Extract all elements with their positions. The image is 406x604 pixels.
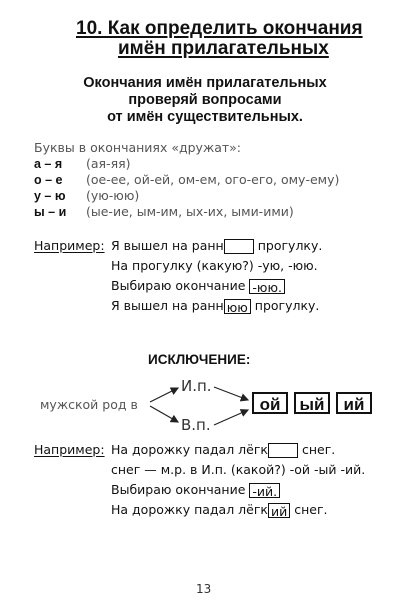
example1-line1-end: прогулку. <box>257 238 323 253</box>
example1-line4-end: прогулку. <box>254 298 320 313</box>
blank-ending-box <box>268 443 298 458</box>
subtitle-line-2: проверяй вопросами <box>128 92 282 108</box>
pair-examples: (ую-юю) <box>86 188 140 203</box>
example2-line1-text: На дорожку падал лёгк <box>111 442 268 457</box>
example2-line4-end: снег. <box>294 502 328 517</box>
gender-label: мужской род в <box>40 397 138 412</box>
pair-examples: (ое-ее, ой-ей, ом-ем, ого-его, ому-ему) <box>86 172 340 187</box>
case-nominative: И.п. <box>181 377 212 395</box>
subtitle-line-3: от имён существительных. <box>107 109 303 125</box>
pair-letters: о – е <box>34 173 63 187</box>
filled-ending-box: юю <box>224 299 251 314</box>
friends-heading: Буквы в окончаниях «дружат»: <box>34 140 242 155</box>
arrow-to-endings-top <box>214 387 248 400</box>
ending-box-yy: ый <box>294 392 330 414</box>
example2-line1-end: снег. <box>301 442 336 457</box>
arrow-to-accusative <box>150 406 178 422</box>
example-label: Например: <box>34 238 105 253</box>
chosen-ending-box: -юю. <box>249 279 285 294</box>
example2-line3-text: Выбираю окончание <box>111 482 246 497</box>
page-number: 13 <box>196 582 212 596</box>
ending-box-oy: ой <box>252 392 288 414</box>
chosen-ending-box: -ий. <box>249 483 280 498</box>
example2-line-2: снег — м.р. в И.п. (какой?) -ой -ый -ий. <box>111 462 366 477</box>
filled-ending-box: ий <box>268 503 290 518</box>
example2-line-1 <box>111 442 335 458</box>
example2-line4-text: На дорожку падал лёгк <box>111 502 268 517</box>
pair-letters: у – ю <box>34 189 66 203</box>
pair-examples: (ая-яя) <box>86 156 131 171</box>
example-label: Например: <box>34 442 105 457</box>
case-accusative: В.п. <box>181 416 211 434</box>
title-line-1: 10. Как определить окончания <box>76 18 363 39</box>
exception-heading: ИСКЛЮЧЕНИЕ: <box>148 352 251 367</box>
example2-line-3 <box>111 482 280 498</box>
example1-line3-text: Выбираю окончание <box>111 278 246 293</box>
ending-box-iy: ий <box>336 392 372 414</box>
arrow-to-nominative <box>150 388 178 402</box>
pair-letters: а – я <box>34 157 63 171</box>
pair-letters: ы – и <box>34 205 67 219</box>
subtitle-line-1: Окончания имён прилагательных <box>83 75 327 91</box>
arrow-to-endings-bottom <box>214 410 248 425</box>
pair-examples: (ые-ие, ым-им, ых-их, ыми-ими) <box>86 204 294 219</box>
example1-line-2: На прогулку (какую?) -ую, -юю. <box>111 258 318 273</box>
example1-line4-text: Я вышел на ранн <box>111 298 224 313</box>
example2-line-4 <box>111 502 328 518</box>
title-line-2: имён прилагательных <box>118 38 329 59</box>
example1-line1-text: Я вышел на ранн <box>111 238 224 253</box>
